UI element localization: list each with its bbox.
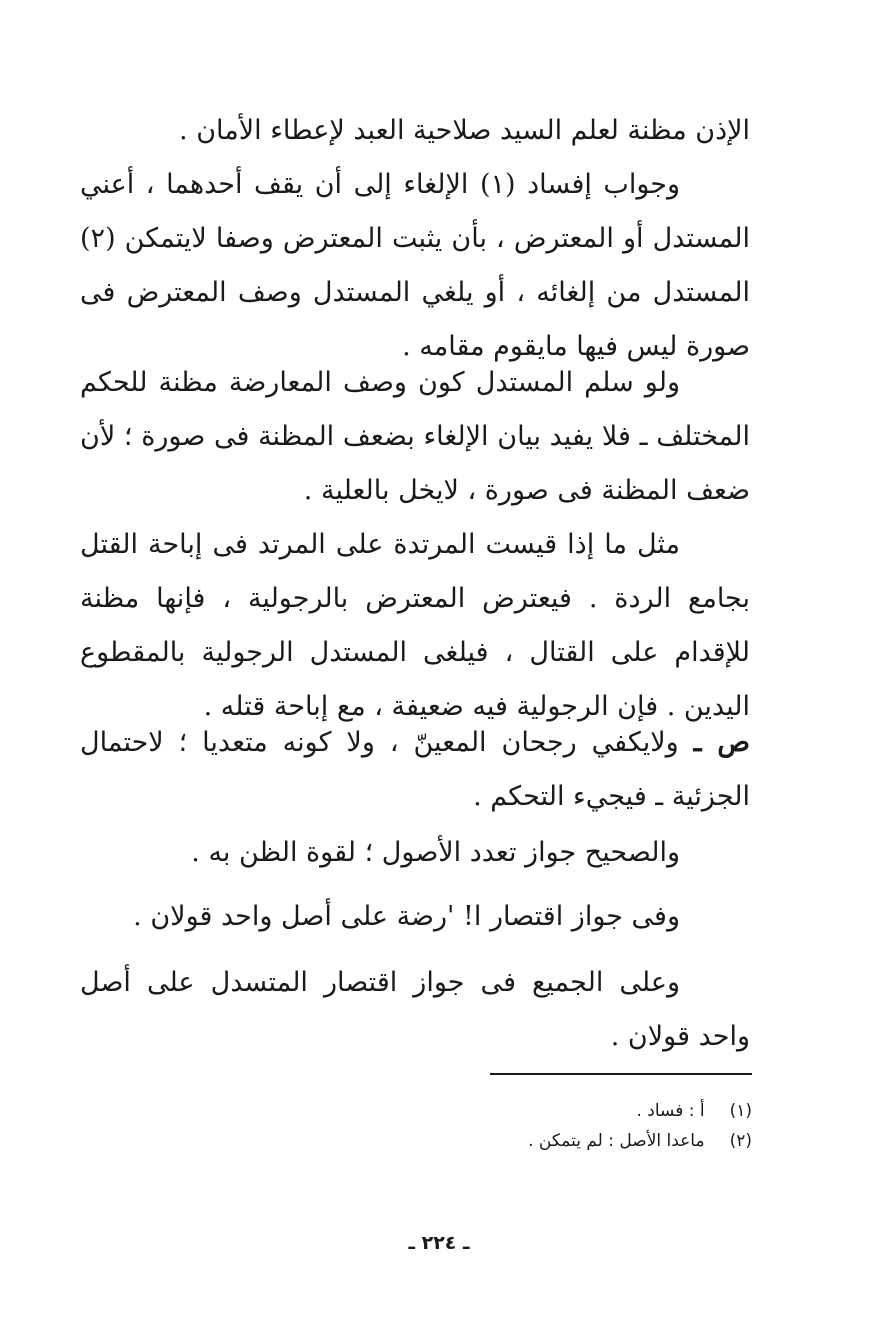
paragraph-2: وجواب إفساد (١) الإلغاء إلى أن يقف أحدهما ، أعني المستدل أو المعترض ، بأن يثبت المعترض وصفا لايتمكن (٢) المستدل من إلغائه ، أو يلغي المستدل وصف المعترض فى صورة ليس فيها مايقوم مقامه . [80, 169, 750, 362]
paragraph-3: ولو سلم المستدل كون وصف المعارضة مظنة للحكم المختلف ـ فلا يفيد بيان الإلغاء بضعف المظنة فى صورة ؛ لأن ضعف المظنة فى صورة ، لايخل بالعلية . [80, 367, 750, 506]
paragraph-5: والصحيح جواز تعدد الأصول ؛ لقوة الظن به . [191, 837, 680, 868]
text-section-body: ولايكفي رجحان المعينّ ، ولا كونه متعديا ؛ لاحتمال الجزئية ـ فيجيء التحكم . [80, 727, 750, 812]
paragraph-4: مثل ما إذا قيست المرتدة على المرتد فى إباحة القتل بجامع الردة . فيعترض المعترض بالرجولية ، فإنها مظنة للإقدام على القتال ، فيلغى المستدل الرجولية بالمقطوع اليدين . فإن الرجولية فيه ضعيفة ، مع إباحة قتله . [80, 529, 750, 722]
footnote-text: ماعدا الأصل : لم يتمكن . [528, 1131, 705, 1151]
text-marker: ص ـ [693, 727, 750, 758]
footnote-divider [490, 1073, 752, 1075]
footnote-2 [352, 1128, 752, 1154]
paragraph-6: وفى جواز اقتصار ا! 'رضة على أصل واحد قولان . [133, 901, 680, 932]
footnote-number: (٢) [729, 1131, 752, 1151]
text-section [80, 716, 750, 824]
paragraph-7: وعلى الجميع فى جواز اقتصار المتسدل على أصل واحد قولان . [80, 967, 750, 1052]
footnote-1 [352, 1098, 752, 1124]
paragraph-1: الإذن مظنة لعلم السيد صلاحية العبد لإعطاء الأمان . [179, 115, 750, 146]
page-number: ـ ٢٢٤ ـ [408, 1232, 470, 1254]
footnote-number: (١) [729, 1101, 752, 1121]
footnote-text: أ : فساد . [636, 1101, 705, 1121]
